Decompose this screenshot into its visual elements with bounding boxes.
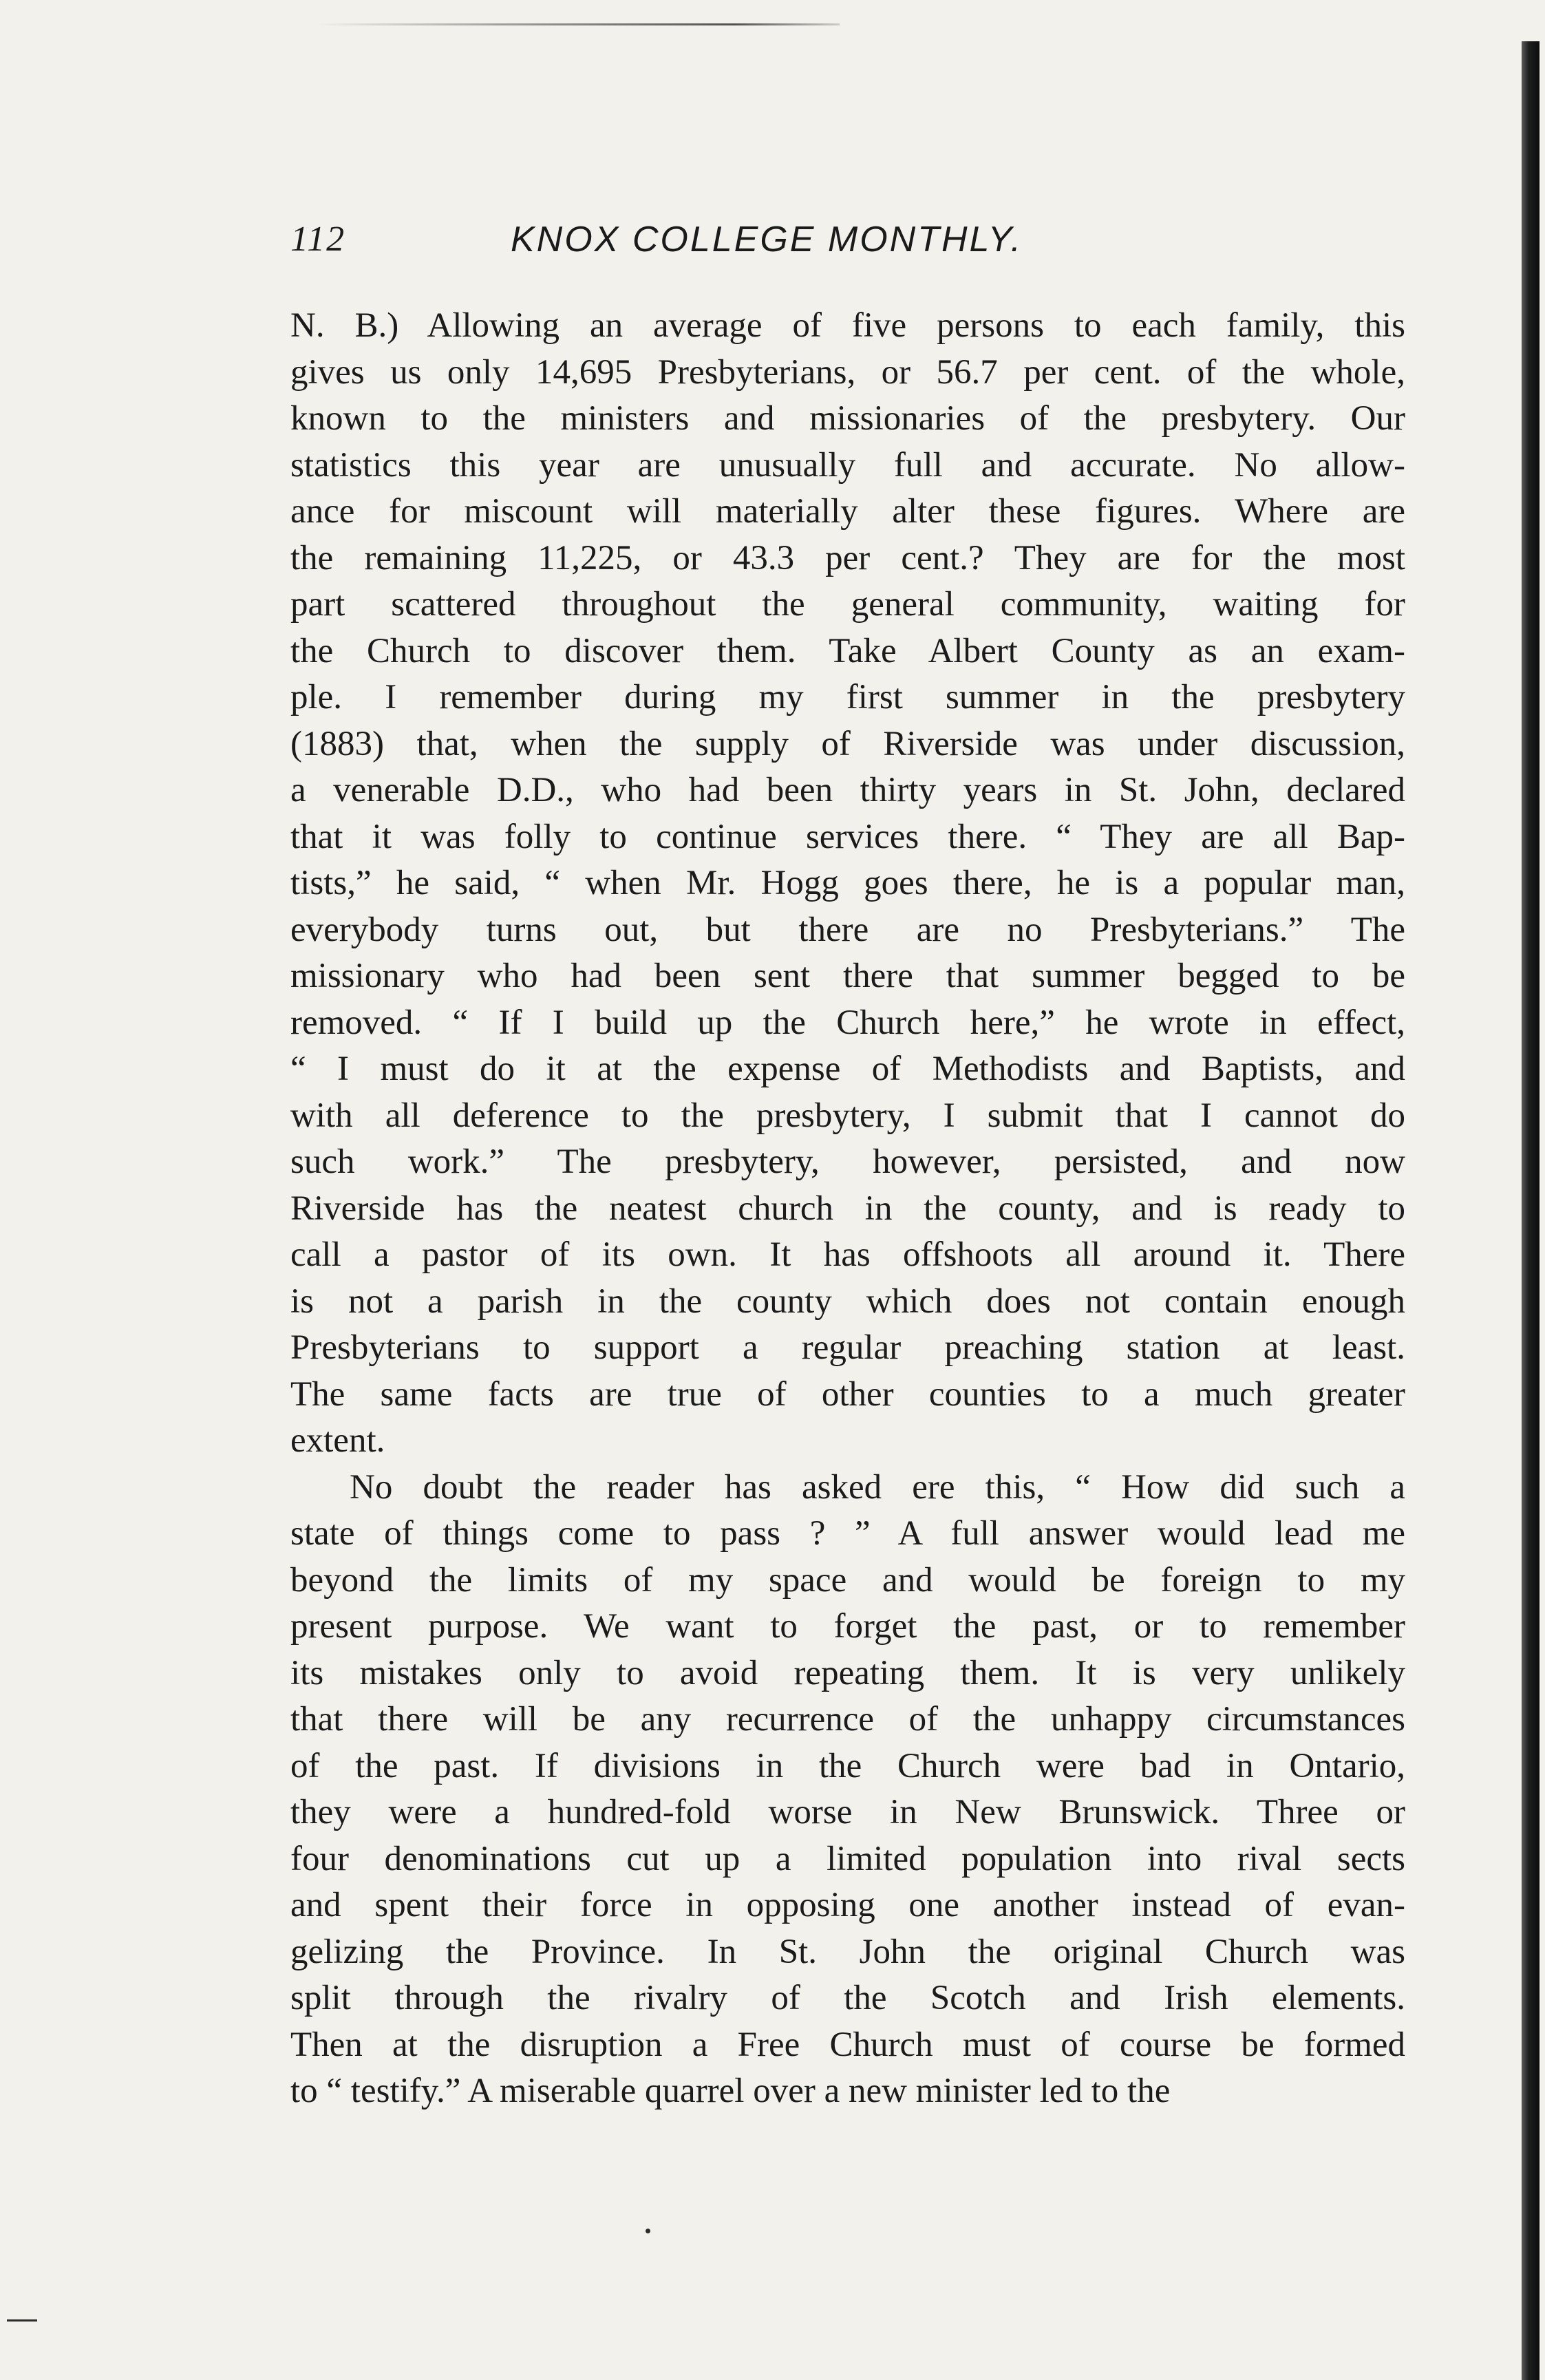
- text-line: ance for miscount will materially alter these figures. Where are: [290, 492, 1405, 531]
- running-title: KNOX COLLEGE MONTHLY.: [511, 220, 1023, 259]
- text-line: that there will be any recurrence of the unhappy circumstances: [290, 1700, 1405, 1739]
- text-line: they were a hundred-fold worse in New Brunswick. Three or: [290, 1793, 1405, 1831]
- text-line: call a pastor of its own. It has offshoots all around it. There: [290, 1235, 1405, 1274]
- text-line: a venerable D.D., who had been thirty years in St. John, declared: [290, 771, 1405, 809]
- book-spine-shadow: [1522, 41, 1539, 2380]
- text-line: present purpose. We want to forget the past, or to remember: [290, 1607, 1405, 1646]
- text-line: state of things come to pass ? ” A full answer would lead me: [290, 1514, 1405, 1553]
- text-line: ple. I remember during my first summer in the presbytery: [290, 678, 1405, 716]
- text-line: tists,” he said, “ when Mr. Hogg goes there, he is a popular man,: [290, 864, 1405, 902]
- text-line: “ I must do it at the expense of Methodists and Baptists, and: [290, 1050, 1405, 1088]
- text-line: of the past. If divisions in the Church were bad in Ontario,: [290, 1746, 1405, 1785]
- paragraph: [290, 303, 1405, 1465]
- text-line: with all deference to the presbytery, I submit that I cannot do: [290, 1096, 1405, 1135]
- text-line: gelizing the Province. In St. John the original Church was: [290, 1932, 1405, 1971]
- text-line: the remaining 11,225, or 43.3 per cent.? They are for the most: [290, 538, 1405, 577]
- text-line: removed. “ If I build up the Church here,” he wrote in effect,: [290, 1003, 1405, 1042]
- text-line: split through the rivalry of the Scotch and Irish elements.: [290, 1979, 1405, 2017]
- page-number: 112: [290, 220, 346, 259]
- text-line: statistics this year are unusually full and accurate. No allow-: [290, 445, 1405, 485]
- text-line: Riverside has the neatest church in the county, and is ready to: [290, 1189, 1405, 1228]
- text-line: Presbyterians to support a regular preaching station at least.: [290, 1328, 1405, 1367]
- text-line: (1883) that, when the supply of Riverside was under discussion,: [290, 724, 1405, 763]
- text-line: that it was folly to continue services there. “ They are all Bap-: [290, 817, 1405, 856]
- text-line: is not a parish in the county which does not contain enough: [290, 1282, 1405, 1321]
- scan-artifact-rule: [317, 23, 840, 25]
- text-line: No doubt the reader has asked ere this, “ How did such a: [350, 1467, 1405, 1507]
- text-line: N. B.) Allowing an average of five persons to each family, this: [290, 306, 1405, 345]
- scan-speck: [646, 2229, 650, 2233]
- text-line: known to the ministers and missionaries of the presbytery. Our: [290, 399, 1405, 438]
- text-line: four denominations cut up a limited population into rival sects: [290, 1839, 1405, 1878]
- text-line: such work.” The presbytery, however, persisted, and now: [290, 1143, 1405, 1181]
- text-line: The same facts are true of other counties to a much greater: [290, 1374, 1405, 1414]
- text-line: everybody turns out, but there are no Presbyterians.” The: [290, 910, 1405, 949]
- text-line: extent.: [290, 1421, 385, 1460]
- article-body: [290, 303, 1405, 2115]
- scan-speck: [7, 2319, 37, 2321]
- paragraph: [290, 1465, 1405, 2115]
- text-line: and spent their force in opposing one another instead of evan-: [290, 1886, 1405, 1924]
- running-header: [290, 219, 1405, 274]
- text-line: missionary who had been sent there that summer begged to be: [290, 957, 1405, 995]
- text-line: Then at the disruption a Free Church must of course be formed: [290, 2025, 1405, 2064]
- text-line: its mistakes only to avoid repeating them. It is very unlikely: [290, 1653, 1405, 1692]
- text-line: gives us only 14,695 Presbyterians, or 56.7 per cent. of the whole,: [290, 352, 1405, 392]
- text-line: part scattered throughout the general community, waiting for: [290, 585, 1405, 624]
- text-line: beyond the limits of my space and would be foreign to my: [290, 1560, 1405, 1600]
- text-line: the Church to discover them. Take Albert County as an exam-: [290, 631, 1405, 670]
- text-line: to “ testify.” A miserable quarrel over a new minister led to the: [290, 2072, 1171, 2110]
